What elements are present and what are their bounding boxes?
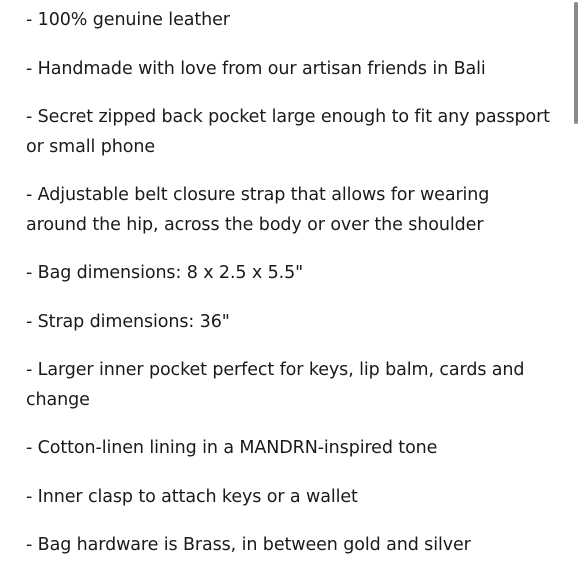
scrollbar-thumb[interactable] xyxy=(574,2,578,124)
description-item-inner-clasp: - Inner clasp to attach keys or a wallet xyxy=(26,486,358,507)
description-item-bag-dimensions: - Bag dimensions: 8 x 2.5 x 5.5" xyxy=(26,263,304,283)
description-item-handmade: - Handmade with love from our artisan friends in Bali xyxy=(26,58,486,79)
description-item-leather: - 100% genuine leather xyxy=(26,10,230,30)
description-item-inner-pocket: - Larger inner pocket perfect for keys, lip balm, cards and change xyxy=(26,360,525,410)
vertical-scrollbar[interactable] xyxy=(570,0,580,580)
product-description xyxy=(26,6,551,580)
description-item-strap-closure: - Adjustable belt closure strap that allows for wearing around the hip, across the body or over the shoulder xyxy=(26,185,490,235)
description-item-lining: - Cotton-linen lining in a MANDRN-inspired tone xyxy=(26,438,438,458)
description-item-back-pocket: - Secret zipped back pocket large enough to fit any passport or small phone xyxy=(26,107,550,157)
description-item-strap-dimensions: - Strap dimensions: 36" xyxy=(26,311,230,332)
description-item-hardware: - Bag hardware is Brass, in between gold and silver xyxy=(26,535,471,555)
